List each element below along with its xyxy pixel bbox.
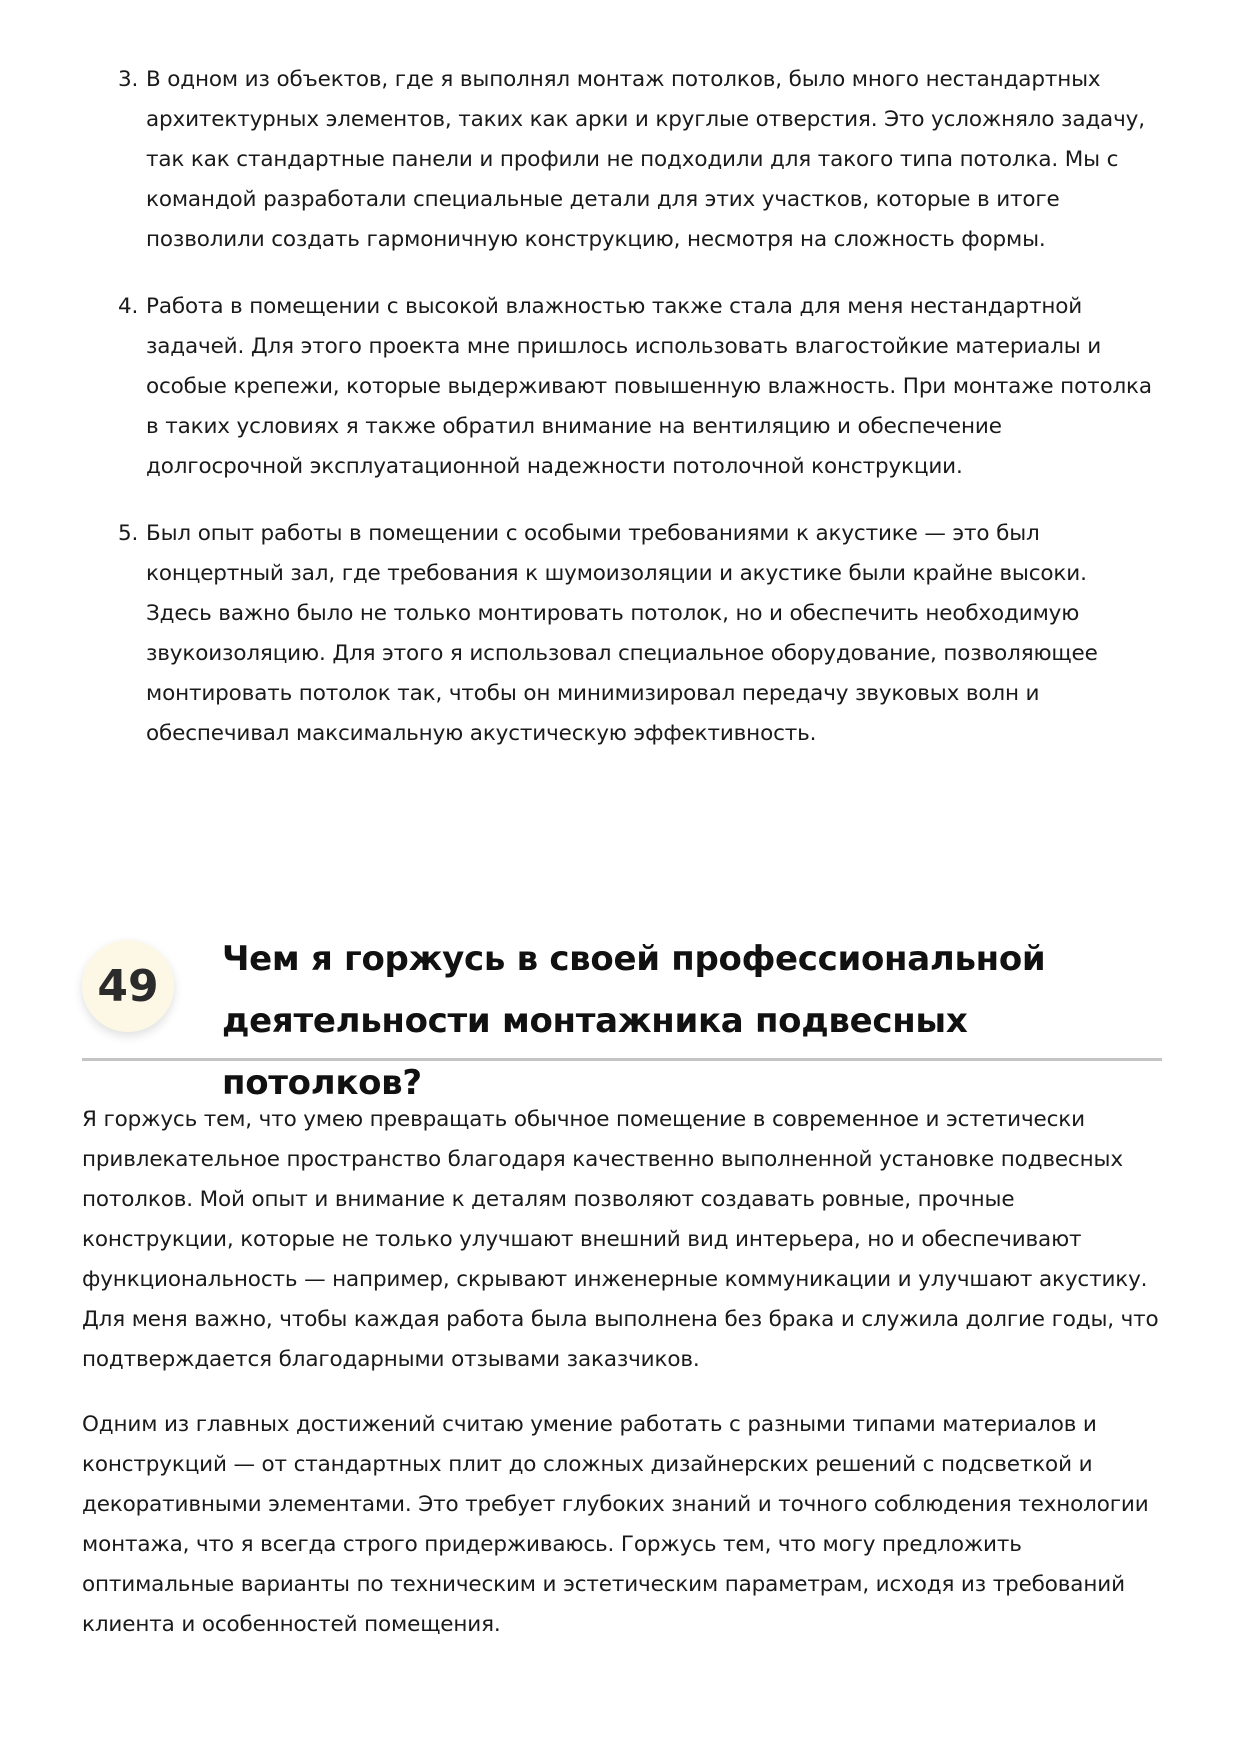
list-item xyxy=(118,60,1158,260)
list-item xyxy=(118,514,1158,754)
body-paragraph: Я горжусь тем, что умею превращать обычное помещение в современное и эстетически привлекательное пространство благодаря качественно выполненной установке подвесных потолков. Мой опыт и внимание к деталям позволяют создавать ровные, прочные конструкции, которые не только улучшают внешний вид интерьера, но и обеспечивают функциональность — например, скрывают инженерные коммуникации и улучшают акустику. Для меня важно, чтобы каждая работа была выполнена без брака и служила долгие годы, что подтверждается благодарными отзывами заказчиков. xyxy=(82,1107,1159,1372)
numbered-list xyxy=(118,60,1158,781)
list-item-number: 5. xyxy=(118,521,139,546)
section-header xyxy=(82,928,1162,1103)
body-paragraph: Одним из главных достижений считаю умение работать с разными типами материалов и конструкций — от стандартных плит до сложных дизайнерских решений с подсветкой и декоративными элементами. Это требует глубоких знаний и точного соблюдения технологии монтажа, что я всегда строго придерживаюсь. Горжусь тем, что могу предложить оптимальные варианты по техническим и эстетическим параметрам, исходя из требований клиента и особенностей помещения. xyxy=(82,1412,1149,1637)
list-item-number: 4. xyxy=(118,294,139,319)
list-item xyxy=(118,287,1158,487)
section-divider xyxy=(82,1058,1162,1061)
list-item-text: Был опыт работы в помещении с особыми требованиями к акустике — это был концертный зал, где требования к шумоизоляции и акустике были крайне высоки. Здесь важно было не только монтировать потолок, но и обеспечить необходимую звукоизоляцию. Для этого я использовал специальное оборудование, позволяющее монтировать потолок так, чтобы он минимизировал передачу звуковых волн и обеспечивал максимальную акустическую эффективность. xyxy=(146,521,1098,746)
section-body xyxy=(82,1100,1172,1670)
section-number-badge: 49 xyxy=(82,940,174,1032)
list-item-text: Работа в помещении с высокой влажностью также стала для меня нестандартной задачей. Для этого проекта мне пришлось использовать влагостойкие материалы и особые крепежи, которые выдерживают повышенную влажность. При монтаже потолка в таких условиях я также обратил внимание на вентиляцию и обеспечение долгосрочной эксплуатационной надежности потолочной конструкции. xyxy=(146,294,1152,479)
section-title: Чем я горжусь в своей профессиональной деятельности монтажника подвесных потолков? xyxy=(222,939,1046,1103)
list-item-text: В одном из объектов, где я выполнял монтаж потолков, было много нестандартных архитектурных элементов, таких как арки и круглые отверстия. Это усложняло задачу, так как стандартные панели и профили не подходили для такого типа потолка. Мы с командой разработали специальные детали для этих участков, которые в итоге позволили создать гармоничную конструкцию, несмотря на сложность формы. xyxy=(146,67,1145,252)
list-item-number: 3. xyxy=(118,67,139,92)
